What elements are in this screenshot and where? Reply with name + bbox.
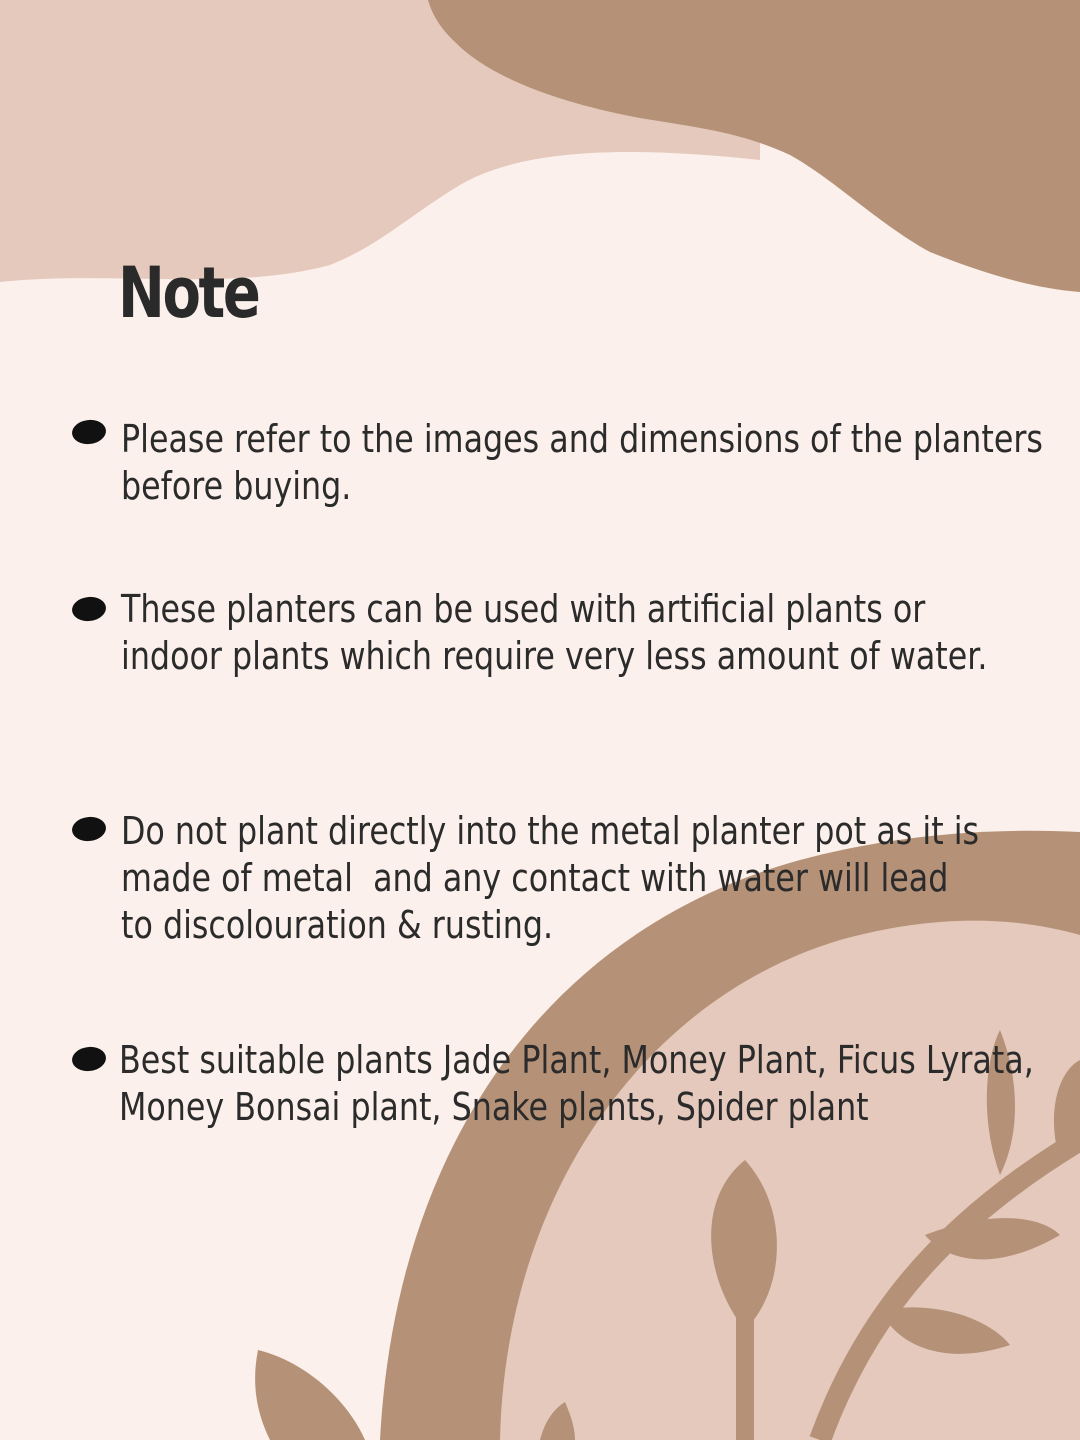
note-text: Best suitable plants Jade Plant, Money Plant, Ficus Lyrata, Money Bonsai plant, Snake plants, Spider plant — [119, 1038, 1034, 1129]
note-text: Please refer to the images and dimensions of the planters before buying. — [121, 417, 1043, 508]
page-title: Note — [118, 252, 259, 334]
note-text: Do not plant directly into the metal planter pot as it is made of metal and any contact with water will lead to discolouration & rusting. — [121, 809, 980, 947]
note-text: These planters can be used with artificial plants or indoor plants which require very less amount of water. — [121, 587, 988, 678]
